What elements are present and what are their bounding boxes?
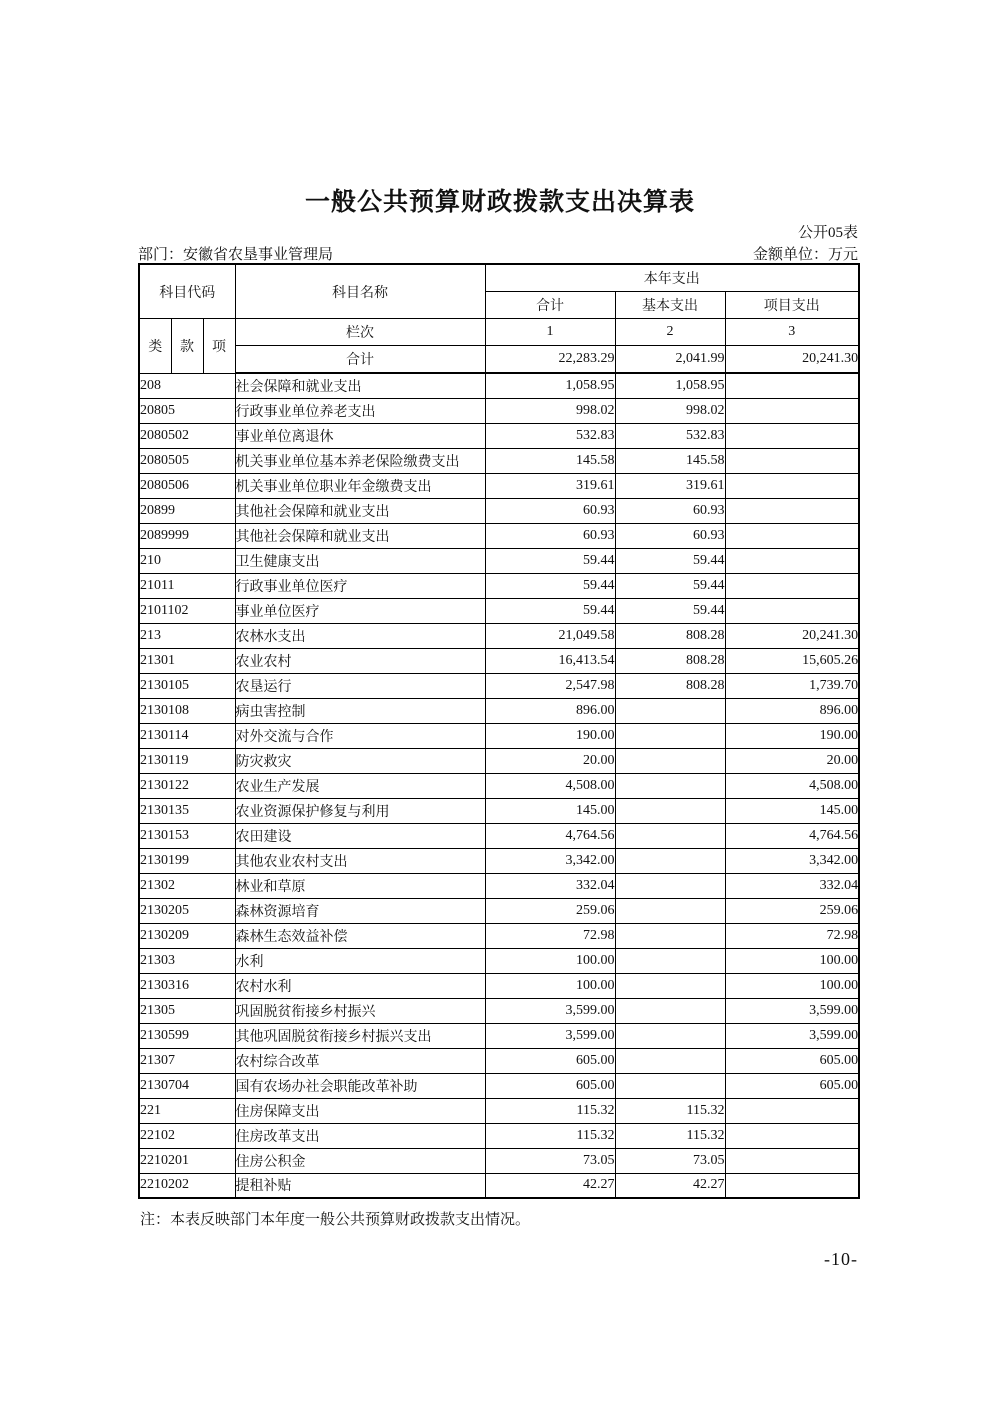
cell-project: 72.98 [725, 923, 859, 948]
cell-project: 3,599.00 [725, 1023, 859, 1048]
cell-project [725, 548, 859, 573]
cell-subject-code: 2089999 [139, 523, 235, 548]
cell-total: 59.44 [485, 548, 615, 573]
cell-project: 145.00 [725, 798, 859, 823]
cell-project: 20.00 [725, 748, 859, 773]
cell-project: 100.00 [725, 973, 859, 998]
table-row [139, 623, 859, 648]
table-row [139, 823, 859, 848]
table-row [139, 873, 859, 898]
table-row [139, 798, 859, 823]
cell-subject-name: 其他社会保障和就业支出 [235, 498, 485, 523]
cell-subject-code: 21307 [139, 1048, 235, 1073]
cell-subject-name: 住房改革支出 [235, 1123, 485, 1148]
cell-subject-name: 住房保障支出 [235, 1098, 485, 1123]
cell-project: 4,764.56 [725, 823, 859, 848]
cell-basic: 532.83 [615, 423, 725, 448]
header-class: 类 [139, 319, 171, 374]
cell-subject-name: 农垦运行 [235, 673, 485, 698]
cell-basic [615, 1048, 725, 1073]
cell-basic: 808.28 [615, 673, 725, 698]
cell-basic: 115.32 [615, 1123, 725, 1148]
table-row [139, 773, 859, 798]
cell-basic [615, 748, 725, 773]
cell-total: 59.44 [485, 598, 615, 623]
header-section: 款 [171, 319, 203, 374]
cell-subject-code: 2130209 [139, 923, 235, 948]
cell-subject-code: 2130108 [139, 698, 235, 723]
cell-total: 332.04 [485, 873, 615, 898]
cell-subject-code: 2130199 [139, 848, 235, 873]
cell-subject-name: 农林水支出 [235, 623, 485, 648]
cell-project: 3,599.00 [725, 998, 859, 1023]
cell-total: 319.61 [485, 473, 615, 498]
cell-subject-code: 2130114 [139, 723, 235, 748]
cell-subject-code: 2210201 [139, 1148, 235, 1173]
cell-subject-name: 农村综合改革 [235, 1048, 485, 1073]
cell-basic: 42.27 [615, 1173, 725, 1198]
cell-basic: 59.44 [615, 573, 725, 598]
total-row-basic: 2,041.99 [615, 346, 725, 374]
cell-subject-code: 21305 [139, 998, 235, 1023]
cell-total: 115.32 [485, 1098, 615, 1123]
cell-total: 605.00 [485, 1073, 615, 1098]
cell-total: 60.93 [485, 498, 615, 523]
cell-project [725, 523, 859, 548]
table-code-label: 公开05表 [797, 225, 858, 241]
table-row [139, 373, 859, 398]
cell-basic: 115.32 [615, 1098, 725, 1123]
unit-label: 金额单位：万元 [752, 247, 858, 263]
cell-subject-name: 农业农村 [235, 648, 485, 673]
cell-subject-name: 卫生健康支出 [235, 548, 485, 573]
cell-subject-code: 22102 [139, 1123, 235, 1148]
total-row-total: 22,283.29 [485, 346, 615, 374]
table-body [139, 373, 859, 1198]
cell-total: 72.98 [485, 923, 615, 948]
cell-subject-name: 森林资源培育 [235, 898, 485, 923]
table-row [139, 923, 859, 948]
cell-total: 59.44 [485, 573, 615, 598]
cell-total: 60.93 [485, 523, 615, 548]
cell-subject-name: 农业生产发展 [235, 773, 485, 798]
cell-subject-code: 208 [139, 373, 235, 398]
footnote: 注：本表反映部门本年度一般公共预算财政拨款支出情况。 [140, 1212, 531, 1228]
cell-subject-code: 2130122 [139, 773, 235, 798]
cell-basic: 60.93 [615, 498, 725, 523]
header-total: 合计 [485, 292, 615, 319]
cell-project: 20,241.30 [725, 623, 859, 648]
cell-project: 259.06 [725, 898, 859, 923]
header-row-3 [139, 319, 859, 346]
table-row [139, 898, 859, 923]
cell-basic [615, 948, 725, 973]
header-column-label: 栏次 [235, 319, 485, 346]
cell-project: 3,342.00 [725, 848, 859, 873]
cell-basic: 60.93 [615, 523, 725, 548]
cell-basic [615, 698, 725, 723]
header-col2: 2 [615, 319, 725, 346]
cell-project [725, 1148, 859, 1173]
cell-total: 896.00 [485, 698, 615, 723]
table-row [139, 748, 859, 773]
cell-subject-name: 其他农业农村支出 [235, 848, 485, 873]
table-row [139, 523, 859, 548]
table-row [139, 1123, 859, 1148]
header-col3: 3 [725, 319, 859, 346]
cell-subject-name: 事业单位医疗 [235, 598, 485, 623]
cell-subject-code: 2130599 [139, 1023, 235, 1048]
cell-subject-code: 21303 [139, 948, 235, 973]
table-row [139, 448, 859, 473]
cell-subject-code: 21011 [139, 573, 235, 598]
cell-project [725, 1173, 859, 1198]
table-row [139, 648, 859, 673]
cell-total: 16,413.54 [485, 648, 615, 673]
cell-basic [615, 898, 725, 923]
cell-project: 605.00 [725, 1073, 859, 1098]
cell-subject-name: 社会保障和就业支出 [235, 373, 485, 398]
cell-subject-name: 事业单位离退休 [235, 423, 485, 448]
cell-subject-code: 210 [139, 548, 235, 573]
cell-total: 1,058.95 [485, 373, 615, 398]
cell-subject-code: 2130704 [139, 1073, 235, 1098]
header-project: 项目支出 [725, 292, 859, 319]
cell-subject-name: 农田建设 [235, 823, 485, 848]
cell-total: 145.58 [485, 448, 615, 473]
header-item: 项 [203, 319, 235, 374]
cell-subject-name: 提租补贴 [235, 1173, 485, 1198]
cell-project [725, 498, 859, 523]
cell-subject-name: 防灾救灾 [235, 748, 485, 773]
header-basic: 基本支出 [615, 292, 725, 319]
table-row [139, 473, 859, 498]
cell-total: 4,764.56 [485, 823, 615, 848]
table-row [139, 998, 859, 1023]
cell-subject-code: 21302 [139, 873, 235, 898]
cell-project: 1,739.70 [725, 673, 859, 698]
cell-basic [615, 1073, 725, 1098]
header-subject-name: 科目名称 [235, 264, 485, 319]
cell-project [725, 423, 859, 448]
cell-subject-code: 2130135 [139, 798, 235, 823]
cell-basic: 808.28 [615, 623, 725, 648]
cell-total: 42.27 [485, 1173, 615, 1198]
cell-subject-code: 2130205 [139, 898, 235, 923]
cell-project [725, 398, 859, 423]
cell-basic [615, 973, 725, 998]
table-row [139, 1098, 859, 1123]
cell-project: 4,508.00 [725, 773, 859, 798]
cell-total: 21,049.58 [485, 623, 615, 648]
cell-subject-name: 住房公积金 [235, 1148, 485, 1173]
cell-subject-name: 机关事业单位职业年金缴费支出 [235, 473, 485, 498]
cell-subject-code: 2080502 [139, 423, 235, 448]
table-row [139, 1073, 859, 1098]
cell-total: 100.00 [485, 973, 615, 998]
cell-project: 896.00 [725, 698, 859, 723]
cell-basic [615, 848, 725, 873]
header-subject-code: 科目代码 [139, 264, 235, 319]
table-meta-row [138, 243, 858, 264]
cell-project [725, 1098, 859, 1123]
cell-subject-name: 巩固脱贫衔接乡村振兴 [235, 998, 485, 1023]
cell-subject-name: 行政事业单位养老支出 [235, 398, 485, 423]
table-row [139, 423, 859, 448]
table-row [139, 398, 859, 423]
page-title: 一般公共预算财政拨款支出决算表 [304, 187, 695, 216]
cell-subject-name: 其他巩固脱贫衔接乡村振兴支出 [235, 1023, 485, 1048]
cell-project: 100.00 [725, 948, 859, 973]
total-row-label: 合计 [235, 346, 485, 374]
cell-subject-name: 对外交流与合作 [235, 723, 485, 748]
cell-subject-code: 2080506 [139, 473, 235, 498]
expenditure-table [138, 263, 860, 1199]
header-total-row [139, 346, 859, 374]
cell-basic [615, 773, 725, 798]
table-header [139, 264, 859, 373]
cell-project [725, 373, 859, 398]
table-row [139, 1148, 859, 1173]
table-row [139, 848, 859, 873]
cell-subject-code: 213 [139, 623, 235, 648]
cell-subject-code: 2210202 [139, 1173, 235, 1198]
table-row [139, 673, 859, 698]
cell-basic [615, 823, 725, 848]
cell-basic: 73.05 [615, 1148, 725, 1173]
cell-total: 115.32 [485, 1123, 615, 1148]
cell-basic: 998.02 [615, 398, 725, 423]
cell-subject-code: 221 [139, 1098, 235, 1123]
cell-basic [615, 1023, 725, 1048]
cell-subject-name: 其他社会保障和就业支出 [235, 523, 485, 548]
cell-project: 605.00 [725, 1048, 859, 1073]
cell-basic: 808.28 [615, 648, 725, 673]
cell-total: 100.00 [485, 948, 615, 973]
cell-project [725, 473, 859, 498]
cell-subject-name: 农村水利 [235, 973, 485, 998]
header-col1: 1 [485, 319, 615, 346]
cell-basic: 145.58 [615, 448, 725, 473]
table-row [139, 973, 859, 998]
table-row [139, 1048, 859, 1073]
cell-project [725, 598, 859, 623]
cell-subject-name: 机关事业单位基本养老保险缴费支出 [235, 448, 485, 473]
cell-subject-code: 2130316 [139, 973, 235, 998]
cell-total: 3,599.00 [485, 998, 615, 1023]
cell-basic [615, 923, 725, 948]
cell-total: 73.05 [485, 1148, 615, 1173]
cell-basic [615, 873, 725, 898]
table-row [139, 598, 859, 623]
cell-project [725, 1123, 859, 1148]
cell-basic: 59.44 [615, 548, 725, 573]
cell-total: 190.00 [485, 723, 615, 748]
cell-project: 332.04 [725, 873, 859, 898]
cell-total: 259.06 [485, 898, 615, 923]
cell-subject-name: 病虫害控制 [235, 698, 485, 723]
header-row-1 [139, 264, 859, 292]
header-current-year: 本年支出 [485, 264, 859, 292]
cell-basic: 1,058.95 [615, 373, 725, 398]
cell-total: 605.00 [485, 1048, 615, 1073]
cell-subject-code: 2101102 [139, 598, 235, 623]
cell-subject-code: 2130105 [139, 673, 235, 698]
cell-total: 4,508.00 [485, 773, 615, 798]
cell-subject-name: 森林生态效益补偿 [235, 923, 485, 948]
cell-project: 15,605.26 [725, 648, 859, 673]
cell-project [725, 448, 859, 473]
cell-subject-name: 国有农场办社会职能改革补助 [235, 1073, 485, 1098]
cell-total: 145.00 [485, 798, 615, 823]
table-row [139, 548, 859, 573]
cell-subject-code: 20899 [139, 498, 235, 523]
table-row [139, 573, 859, 598]
department-label: 部门：安徽省农垦事业管理局 [138, 247, 334, 263]
cell-subject-name: 农业资源保护修复与利用 [235, 798, 485, 823]
cell-total: 3,342.00 [485, 848, 615, 873]
cell-basic [615, 723, 725, 748]
table-row [139, 1173, 859, 1198]
cell-project: 190.00 [725, 723, 859, 748]
cell-subject-code: 2130119 [139, 748, 235, 773]
cell-subject-code: 21301 [139, 648, 235, 673]
cell-basic: 59.44 [615, 598, 725, 623]
cell-total: 998.02 [485, 398, 615, 423]
cell-total: 2,547.98 [485, 673, 615, 698]
table-row [139, 498, 859, 523]
cell-basic: 319.61 [615, 473, 725, 498]
cell-subject-code: 20805 [139, 398, 235, 423]
cell-subject-code: 2130153 [139, 823, 235, 848]
cell-project [725, 573, 859, 598]
cell-total: 20.00 [485, 748, 615, 773]
table-row [139, 723, 859, 748]
table-row [139, 948, 859, 973]
cell-subject-name: 林业和草原 [235, 873, 485, 898]
cell-total: 532.83 [485, 423, 615, 448]
cell-total: 3,599.00 [485, 1023, 615, 1048]
cell-subject-code: 2080505 [139, 448, 235, 473]
total-row-project: 20,241.30 [725, 346, 859, 374]
table-row [139, 1023, 859, 1048]
cell-subject-name: 行政事业单位医疗 [235, 573, 485, 598]
cell-basic [615, 798, 725, 823]
table-row [139, 698, 859, 723]
page-number: -10- [824, 1249, 858, 1269]
cell-subject-name: 水利 [235, 948, 485, 973]
cell-basic [615, 998, 725, 1023]
